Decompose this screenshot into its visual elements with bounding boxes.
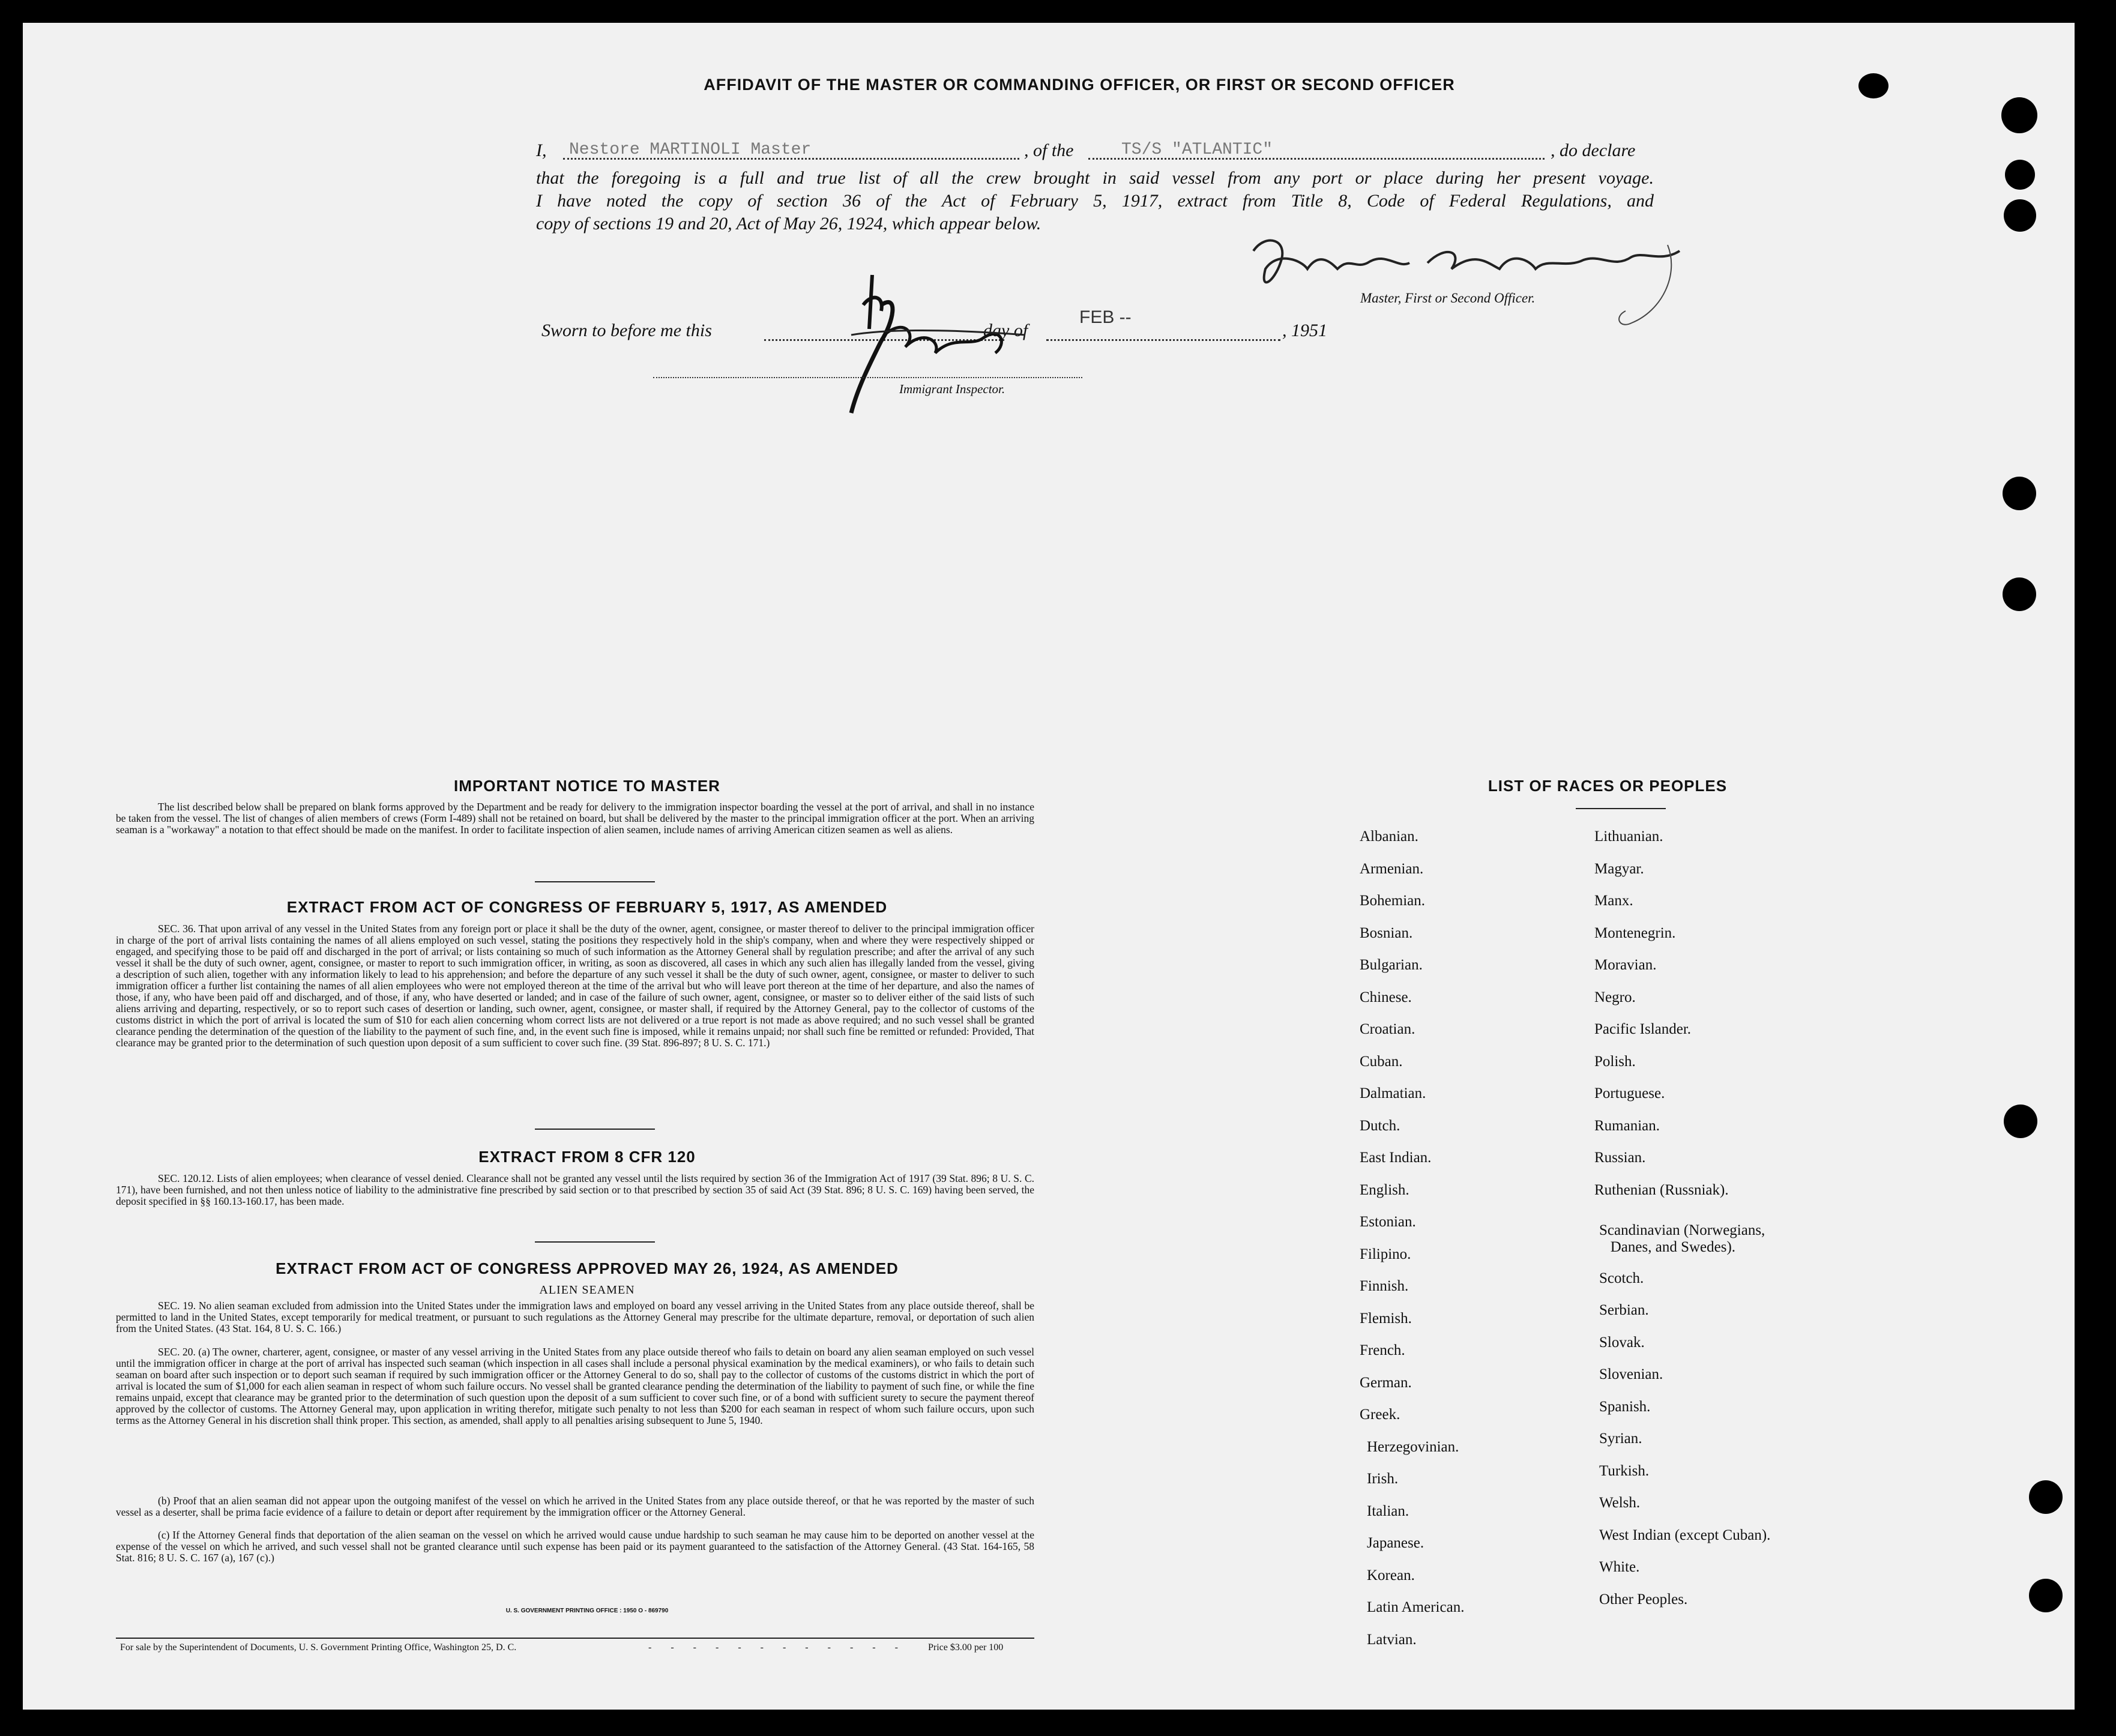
race-item: Albanian. xyxy=(1360,828,1418,845)
extract-1924-sec20a: SEC. 20. (a) The owner, charterer, agent, consignee, or master of any vessel arriving in the United States from any place outside thereof who fails to detain on board any alien seaman employed on such vessel until the immigration officer in charge at the port of arrival has inspected such seaman (which inspection in all cases shall include a personal physical examination by the medical examiners), or who fails to detain such seaman on board after such inspection or to deport such seaman if required by such immigration officer or the Attorney General to do so, shall pay to the collector of customs of the customs district in which the port of arrival is located the sum of $1,000 for each alien seaman in respect of whom such failure occurs. No vessel shall be granted clearance pending the determination of the liability to payment of such fine, or while the fine remains unpaid, except that clearance may be granted prior to the determination of such question upon the deposit of a sum sufficient to cover such fine, or of a bond with sufficient surety to secure the payment thereof approved by the collector of customs. The Attorney General may, upon application in writing therefor, mitigate such penalty to not less than $200 for each seaman in respect of whom such failure occurs, upon such terms as the Attorney General in his discretion shall think proper. This section, as amended, shall apply to all penalties arising subsequent to June 5, 1940. xyxy=(116,1346,1034,1426)
of-the-label: , of the xyxy=(1024,140,1074,160)
race-item: English. xyxy=(1360,1181,1409,1198)
race-item: Estonian. xyxy=(1360,1214,1416,1230)
race-item: Japanese. xyxy=(1367,1535,1424,1551)
races-heading: LIST OF RACES OR PEOPLES xyxy=(1488,777,1728,795)
race-item: Cuban. xyxy=(1360,1053,1403,1070)
race-item: Ruthenian (Russniak). xyxy=(1594,1181,1729,1198)
race-item: Manx. xyxy=(1594,893,1633,909)
vessel-name-field: TS/S "ATLANTIC" xyxy=(1121,140,1273,159)
affidavit-line-2: I have noted the copy of section 36 of the Act of February 5, 1917, extract from Title 8, Code of Federal Regulations, and xyxy=(536,191,1654,211)
race-item: Pacific Islander. xyxy=(1594,1021,1692,1037)
extract-1924-sec20c: (c) If the Attorney General finds that deportation of the alien seaman on the vessel on which he arrived would cause undue hardship to such seaman he may cause him to be deported on another vessel at the expense of the vessel on which he arrived, and such vessel shall not be granted clearance until such expense has been paid or its payment guaranteed to the satisfaction of the Attorney General. (43 Stat. 164-165, 58 Stat. 816; 8 U. S. C. 167 (a), 167 (c).) xyxy=(116,1529,1034,1564)
race-item: French. xyxy=(1360,1342,1405,1358)
punch-hole xyxy=(2005,160,2035,190)
race-item: West Indian (except Cuban). xyxy=(1599,1527,1771,1543)
race-item: Finnish. xyxy=(1360,1278,1409,1294)
inspector-caption: Immigrant Inspector. xyxy=(899,382,1005,396)
race-item: Filipino. xyxy=(1360,1246,1411,1262)
race-item: German. xyxy=(1360,1374,1412,1391)
race-item: Korean. xyxy=(1367,1567,1415,1584)
declarant-prefix: I, xyxy=(536,140,547,160)
race-item: Flemish. xyxy=(1360,1310,1412,1327)
race-item: Russian. xyxy=(1594,1150,1646,1166)
race-item: Greek. xyxy=(1360,1406,1400,1423)
sworn-label: Sworn to before me this xyxy=(541,321,712,340)
race-item: Magyar. xyxy=(1594,860,1644,877)
race-item: Serbian. xyxy=(1599,1302,1649,1318)
punch-hole xyxy=(2003,577,2036,611)
year-label: , 1951 xyxy=(1282,321,1327,340)
race-item: Negro. xyxy=(1594,989,1636,1005)
race-item: Armenian. xyxy=(1360,860,1424,877)
punch-hole xyxy=(1858,73,1888,98)
race-item: Syrian. xyxy=(1599,1430,1642,1447)
race-item: Dutch. xyxy=(1360,1117,1400,1134)
race-item: Herzegovinian. xyxy=(1367,1438,1459,1455)
affidavit-title: AFFIDAVIT OF THE MASTER OR COMMANDING OFFICER, OR FIRST OR SECOND OFFICER xyxy=(704,76,1455,94)
race-item: Rumanian. xyxy=(1594,1117,1660,1134)
notice-heading: IMPORTANT NOTICE TO MASTER xyxy=(454,777,720,795)
race-item: Scotch. xyxy=(1599,1270,1644,1286)
extract-cfr-heading: EXTRACT FROM 8 CFR 120 xyxy=(478,1148,696,1166)
race-item: Welsh. xyxy=(1599,1495,1641,1511)
race-item: Spanish. xyxy=(1599,1398,1651,1415)
race-item: Irish. xyxy=(1367,1471,1399,1487)
punch-hole xyxy=(2004,199,2036,232)
punch-hole xyxy=(2029,1579,2063,1612)
race-item: East Indian. xyxy=(1360,1150,1432,1166)
race-item: Croatian. xyxy=(1360,1021,1415,1037)
race-item: Turkish. xyxy=(1599,1462,1650,1479)
race-item: Latvian. xyxy=(1367,1631,1417,1648)
punch-hole xyxy=(2001,97,2037,133)
extract-1917-body: SEC. 36. That upon arrival of any vessel in the United States from any foreign port or place it shall be the duty of the owner, agent, consignee, or master thereof to deliver to the principal immigration officer in charge of the port of arrival lists containing the names of all aliens employed on such vessel, stating the positions they respectively hold in the ship's company, when and where they were respectively shipped or engaged, and specifying those to be paid off and discharged in the port of arrival; or lists containing so much of such information as the Attorney General shall by regulation prescribe; and after the arrival of any such vessel it shall be the duty of such owner, agent, consignee, or master to report to such immigration officer, in writing, as soon as discovered, all cases in which any such alien has illegally landed from the vessel, giving a description of such alien, together with any information likely to lead to his apprehension; and before the departure of any such vessel it shall be the duty of such owner, agent, consignee, or master to deliver to such immigration officer a further list containing the names of all alien employees who were not employed thereon at the time of the arrival but who will leave port thereon at the time of her departure, and also the names of those, if any, who have been paid off and discharged, and of those, if any, who have deserted or landed; and in case of the failure of such owner, agent, consignee, or master so to deliver either of the said lists of such aliens arriving and departing, respectively, or so to report such cases of desertion or landing, such owner, agent, consignee, or master shall, if required by the Attorney General, pay to the collector of customs of the customs district in which the port of arrival is located the sum of $10 for each alien concerning whom correct lists are not delivered or a true report is not made as above required; and no such vessel shall be granted clearance pending the determination of the question of the liability to the payment of such fine, and, in the event such fine is imposed, while it remains unpaid; nor shall such fine be remitted or refunded: Provided, That clearance may be granted prior to the determination of such question upon deposit of a sum sufficient to cover such fine. (39 Stat. 896-897; 8 U. S. C. 171.) xyxy=(116,923,1034,1049)
race-item: Bohemian. xyxy=(1360,893,1426,909)
document-page: AFFIDAVIT OF THE MASTER OR COMMANDING OFFICER, OR FIRST OR SECOND OFFICER I, Nestore MARTINOLI Master , of the TS/S "ATLANTIC" , do declare that the foregoing is a full and true list of all the crew brought in said vessel from any port or place during her present voyage. I have noted the copy of section 36 of the Act of February 5, 1917, extract from Title 8, Code of Federal Regulations, and copy of sections 19 and 20, Act of May 26, 1924, which appear below. Master, First or Second Officer. Sworn to before me this day of FEB -- , 1951 Immigrant Inspector. IMPORTANT NOTICE TO MASTER The list described below shall be prepared on blank forms approved by the Department and be ready for delivery to the immigration inspector boarding the vessel at the port of arrival, and shall in no instance be taken from the vessel. The list of changes of alien members of crews (Form I-489) shall not be retained on board, but shall be delivered by the master to the principal immigration officer at the port. When an arriving seaman is a "workaway" a notation to that effect should be made on the manifest. In order to facilitate inspection of alien seamen, include names of arriving American citizen seamen as well as aliens. EXTRACT FROM ACT OF CONGRESS OF FEBRUARY 5, 1917, AS AMENDED SEC. 36. That upon arrival of any vessel in the United States from any foreign port or place it shall be the duty of the owner, agent, consignee, or master thereof to deliver to the principal immigration officer in charge of the port of arrival lists containing the names of all aliens employed on such vessel, stating the positions they respectively hold in the ship's company, when and where they were respectively shipped or engaged, and specifying those to be paid off and discharged in the port of arrival; or lists containing so much of such information as the Attorney General shall by regulation prescribe; and after the arrival of any such vessel it shall be the duty of such owner, agent, consignee, or master to report to such immigration officer, in writing, as soon as discovered, all cases in which any such alien has illegally landed from the vessel, giving a description of such alien, together with any information likely to lead to his apprehension; and before the departure of any such vessel it shall be the duty of such owner, agent, consignee, or master to deliver to such immigration officer a further list containing the names of all alien employees who were not employed thereon at the time of the arrival but who will leave port thereon at the time of her departure, and also the names of those, if any, who have been paid off and discharged, and of those, if any, who have deserted or landed; and in case of the failure of such owner, agent, consignee, or master so to deliver either of the said lists of such aliens arriving and departing, respectively, or so to report such cases of desertion or landing, such owner, agent, consignee, or master shall, if required by the Attorney General, pay to the collector of customs of the customs district in which the port of arrival is located the sum of $10 for each alien concerning whom correct lists are not delivered or a true report is not made as above required; and no such vessel shall be granted clearance pending the determination of the question of the liability to the payment of such fine, and, in the event such fine is imposed, while it remains unpaid; nor shall such fine be remitted or refunded: Provided, That clearance may be granted prior to the determination of such question upon deposit of a sum sufficient to cover such fine. (39 Stat. 896-897; 8 U. S. C. 171.) EXTRACT FROM 8 CFR 120 SEC. 120.12. Lists of alien employees; when clearance of vessel denied. Clearance shall not be granted any vessel until the lists required by section 36 of the Immigration Act of 1917 (39 Stat. 896; 8 U. S. C. 171), have been furnished, and not then unless notice of liability to the administrative fine prescribed by said section or to that prescribed by section 35 of said Act (39 Stat. 896; 8 U. S. C. 169) having been served, the deposit specified in §§ 160.13-160.17, has been made. EXTRACT FROM ACT OF CONGRESS APPROVED MAY 26, 1924, AS AMENDED ALIEN SEAMEN SEC. 19. No alien seaman excluded from admission into the United States under the immigration laws and employed on board any vessel arriving in the United States from any place outside thereof, shall be permitted to land in the United States, except temporarily for medical treatment, or pursuant to such regulations as the Attorney General may prescribe for the ultimate departure, removal, or deportation of such alien from the United States. (43 Stat. 164, 8 U. S. C. 166.) SEC. 20. (a) The owner, charterer, agent, consignee, or master of any vessel arriving in the United States from any place outside thereof who fails to detain on board any alien seaman employed on such vessel until the immigration officer in charge at the port of arrival has inspected such seaman (which inspection in all cases shall include a personal physical examination by the medical examiners), or who fails to detain such seaman on board after such inspection or to deport such seaman if required by such immigration officer or the Attorney General to do so, shall pay to the collector of customs of the customs district in which the port of arrival is located the sum of $1,000 for each alien seaman in respect of whom such failure occurs. No vessel shall be granted clearance pending the determination of the liability to payment of such fine, or while the fine remains unpaid, except that clearance may be granted prior to the determination of such question upon the deposit of a sum sufficient to cover such fine, or of a bond with sufficient surety to secure the payment thereof approved by the collector of customs. The Attorney General may, upon application in writing therefor, mitigate such penalty to not less than $200 for each seaman in respect of whom such failure occurs, upon such terms as the Attorney General in his discretion shall think proper. This section, as amended, shall apply to all penalties arising subsequent to June 5, 1940. (b) Proof that an alien seaman did not appear upon the outgoing manifest of the vessel on which he arrived in the United States from any place outside thereof, or that he was reported by the master of such vessel as a deserter, shall be prima facie evidence of a failure to detain or deport after requirement by the immigration officer or the Attorney General. (c) If the Attorney General finds that deportation of the alien seaman on the vessel on which he arrived would cause undue hardship to such seaman he may cause him to be deported on another vessel at the expense of the vessel on which he arrived, and such vessel shall not be granted clearance until such expense has been paid or its payment guaranteed to the satisfaction of the Attorney General. (43 Stat. 164-165, 58 Stat. 816; 8 U. S. C. 167 (a), 167 (c).) U. S. GOVERNMENT PRINTING OFFICE : 1950 O - 869790 For sale by the Superintendent of Documents, U. S. Government Printing Office, Washington 25, D. C. - - - - - - - - - - - - Price $3.00 per 100 LIST OF RACES OR PEOPLES Albanian. Armenian. Bohemian. Bosnian. Bulgarian. Chinese. Croatian. Cuban. Dalmatian. Dutch. East Indian. English. Estonian. Filipino. Finnish. Flemish. French. German. Greek. Herzegovinian. Irish. Italian. Japanese. Korean. Latin American. Latvian. Lithuanian. Magyar. Manx. Montenegrin. Moravian. Negro. Pacific Islander. Polish. Portuguese. Rumanian. Russian. Ruthenian (Russniak). Scandinavian (Norwegians, Danes, and Swedes). Scotch. Serbian. Slovak. Slovenian. Spanish. Syrian. Turkish. Welsh. West Indian (except Cuban). White. Other Peoples. xyxy=(23,23,2075,1710)
race-item: Slovak. xyxy=(1599,1334,1645,1351)
month-stamp: FEB -- xyxy=(1079,307,1132,327)
race-item: Latin American. xyxy=(1367,1599,1465,1615)
master-signature xyxy=(1247,227,1704,335)
do-declare-label: , do declare xyxy=(1551,140,1636,160)
race-item: Italian. xyxy=(1367,1502,1409,1519)
race-item: Chinese. xyxy=(1360,989,1412,1005)
price-note: Price $3.00 per 100 xyxy=(928,1642,1004,1653)
extract-1924-sec19: SEC. 19. No alien seaman excluded from admission into the United States under the immigration laws and employed on board any vessel arriving in the United States from any place outside thereof, shall be permitted to land in the United States, except temporarily for medical treatment, or pursuant to such regulations as the Attorney General may prescribe for the ultimate departure, removal, or deportation of such alien from the United States. (43 Stat. 164, 8 U. S. C. 166.) xyxy=(116,1300,1034,1334)
extract-1917-heading: EXTRACT FROM ACT OF CONGRESS OF FEBRUARY 5, 1917, AS AMENDED xyxy=(286,898,888,916)
alien-seamen-subheading: ALIEN SEAMEN xyxy=(539,1283,635,1297)
race-item: Bosnian. xyxy=(1360,924,1413,941)
race-item: Dalmatian. xyxy=(1360,1085,1426,1102)
sale-note: For sale by the Superintendent of Documents, U. S. Government Printing Office, Washington 25, D. C. xyxy=(120,1642,517,1653)
race-item: Lithuanian. xyxy=(1594,828,1663,845)
race-item: Portuguese. xyxy=(1594,1085,1665,1102)
master-title-caption: Master, First or Second Officer. xyxy=(1360,291,1536,306)
affidavit-line-1: that the foregoing is a full and true list of all the crew brought in said vessel from any port or place during her present voyage. xyxy=(536,168,1654,188)
notice-body: The list described below shall be prepared on blank forms approved by the Department and be ready for delivery to the immigration inspector boarding the vessel at the port of arrival, and shall in no instance be taken from the vessel. The list of changes of alien members of crews (Form I-489) shall not be retained on board, but shall be delivered by the master to the principal immigration officer at the port. When an arriving seaman is a "workaway" a notation to that effect should be made on the manifest. In order to facilitate inspection of alien seamen, include names of arriving American citizen seamen as well as aliens. xyxy=(116,801,1034,836)
punch-hole xyxy=(2004,1105,2037,1138)
extract-cfr-body: SEC. 120.12. Lists of alien employees; when clearance of vessel denied. Clearance shall not be granted any vessel until the lists required by section 36 of the Immigration Act of 1917 (39 Stat. 896; 8 U. S. C. 171), have been furnished, and not then unless notice of liability to the administrative fine prescribed by said section or to that prescribed by section 35 of said Act (39 Stat. 896; 8 U. S. C. 169) having been served, the deposit specified in §§ 160.13-160.17, has been made. xyxy=(116,1172,1034,1207)
race-item: White. xyxy=(1599,1559,1640,1575)
race-item: Other Peoples. xyxy=(1599,1591,1688,1608)
race-item: Moravian. xyxy=(1594,957,1657,973)
day-of-label: day of xyxy=(983,321,1028,340)
extract-1924-heading: EXTRACT FROM ACT OF CONGRESS APPROVED MAY 26, 1924, AS AMENDED xyxy=(276,1259,899,1277)
master-name-field: Nestore MARTINOLI Master xyxy=(569,140,812,159)
affidavit-line-3: copy of sections 19 and 20, Act of May 26, 1924, which appear below. xyxy=(536,214,1041,234)
race-item: Montenegrin. xyxy=(1594,924,1676,941)
race-item: Scandinavian (Norwegians, Danes, and Swedes). xyxy=(1599,1222,1765,1255)
printing-office-note: U. S. GOVERNMENT PRINTING OFFICE : 1950 O - 869790 xyxy=(505,1608,669,1614)
punch-hole xyxy=(2003,477,2036,510)
race-item: Polish. xyxy=(1594,1053,1636,1070)
race-item: Slovenian. xyxy=(1599,1366,1663,1382)
race-item: Bulgarian. xyxy=(1360,957,1423,973)
extract-1924-sec20b: (b) Proof that an alien seaman did not appear upon the outgoing manifest of the vessel on which he arrived in the United States from any place outside thereof, or that he was reported by the master of such vessel as a deserter, shall be prima facie evidence of a failure to detain or deport after requirement by the immigration officer or the Attorney General. xyxy=(116,1495,1034,1518)
punch-hole xyxy=(2029,1480,2063,1514)
